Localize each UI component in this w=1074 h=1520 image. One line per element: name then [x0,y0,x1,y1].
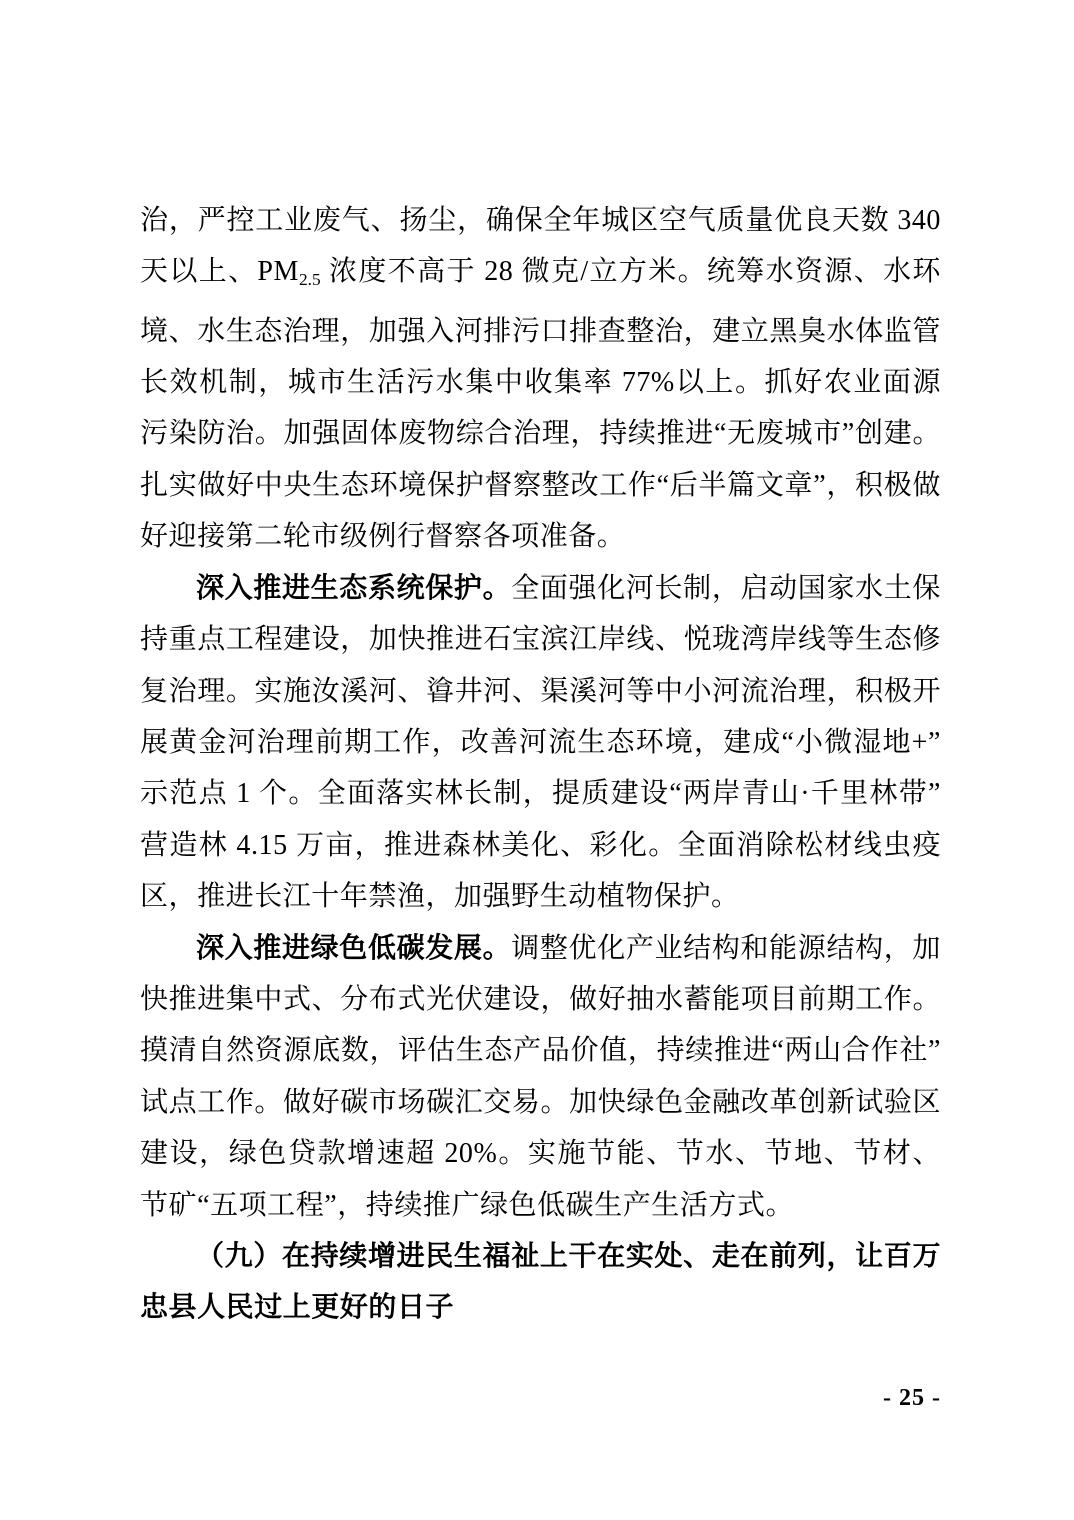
paragraph-pollution-control [140,195,941,563]
paragraph-lead-bold: 深入推进绿色低碳发展。 [196,932,512,964]
pm25-subscript: 2.5 [299,270,321,290]
body-text-segment: 治，严控工业废气、扬尘，确保全年城区空气质量优良天数 340 天以上、PM [140,205,941,288]
page-number: - 25 - [883,1385,941,1411]
body-text-segment: 浓度不高于 28 微克/立方米。统筹水资源、水环境、水生态治理，加强入河排污口排查整治，建立黑臭水体监管长效机制，城市生活污水集中收集率 77%以上。抓好农业面源污染防治。加强固体废物综合治理，持续推进“无废城市”创建。扎实做好中央生态环境保护督察整改工作“后半篇文章”，积极做好迎接第二轮市级例行督察各项准备。 [140,256,941,553]
paragraph-green-lowcarbon [140,923,941,1231]
body-text-segment: 全面强化河长制，启动国家水土保持重点工程建设，加快推进石宝滨江岸线、悦珑湾岸线等生态修复治理。实施汝溪河、㽏井河、渠溪河等中小河流治理，积极开展黄金河治理前期工作，改善河流生态环境，建成“小微湿地+”示范点 1 个。全面落实林长制，提质建设“两岸青山·千里林带”营造林 4.15 万亩，推进森林美化、彩化。全面消除松材线虫疫区，推进长江十年禁渔，加强野生动植物保护。 [140,572,941,913]
document-body [140,195,941,1334]
body-text-segment: 调整优化产业结构和能源结构，加快推进集中式、分布式光伏建设，做好抽水蓄能项目前期工作。摸清自然资源底数，评估生态产品价值，持续推进“两山合作社”试点工作。做好碳市场碳汇交易。加快绿色金融改革创新试验区建设，绿色贷款增速超 20%。实施节能、节水、节地、节材、节矿“五项工程”，持续推广绿色低碳生产生活方式。 [140,932,941,1221]
section-heading-nine: （九）在持续增进民生福祉上干在实处、走在前列，让百万忠县人民过上更好的日子 [140,1240,941,1324]
paragraph-lead-bold: 深入推进生态系统保护。 [196,572,512,604]
paragraph-ecosystem-protection [140,563,941,923]
